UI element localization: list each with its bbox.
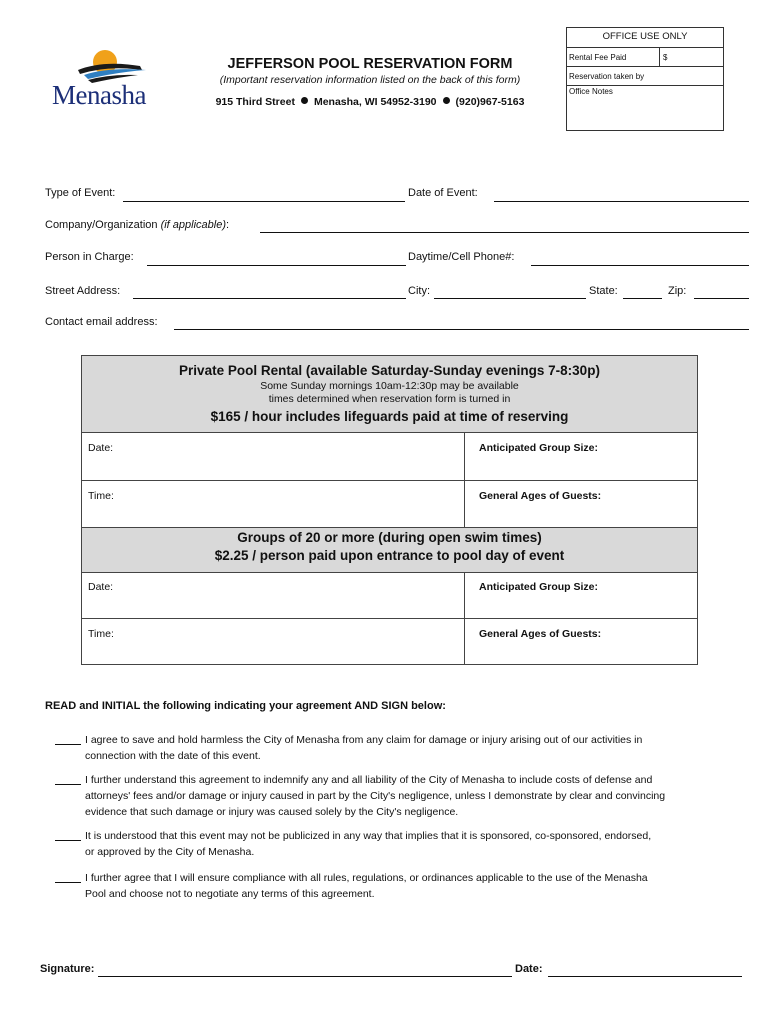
- rental-table: [81, 355, 698, 665]
- groups-header: [82, 528, 697, 573]
- initial-blank[interactable]: [55, 840, 81, 841]
- type-of-event-field[interactable]: [123, 201, 405, 202]
- agreement-item: I further agree that I will ensure compliance with all rules, regulations, or ordinances applicable to the use of the Menasha Pool and choose not to negotiate any terms of this agreement.: [55, 870, 735, 886]
- private-rental-heading: Private Pool Rental (available Saturday-Sunday evenings 7-8:30p): [179, 363, 600, 378]
- company-field[interactable]: [260, 232, 749, 233]
- date-of-event-field[interactable]: [494, 201, 749, 202]
- form-subtitle: (Important reservation information listed on the back of this form): [219, 74, 521, 86]
- logo-text: Menasha: [52, 80, 146, 110]
- signature-date-field[interactable]: [548, 976, 742, 977]
- city-address-text: Menasha, WI 54952-3190: [313, 96, 437, 108]
- initial-blank[interactable]: [55, 784, 81, 785]
- office-use-heading: OFFICE USE ONLY: [567, 28, 723, 48]
- signature-date-label: Date:: [515, 963, 543, 975]
- taken-by-label: Reservation taken by: [569, 72, 645, 81]
- address-line: [175, 96, 565, 108]
- private-rental-note-1: Some Sunday mornings 10am-12:30p may be available: [260, 380, 519, 392]
- groups-date-field[interactable]: Date:: [82, 572, 464, 619]
- city-field[interactable]: [434, 298, 586, 299]
- phone-text: (920)967-5163: [455, 96, 525, 108]
- phone-label: Daytime/Cell Phone#:: [408, 251, 515, 263]
- person-in-charge-field[interactable]: [147, 265, 406, 266]
- rental-fee-value[interactable]: $: [659, 48, 667, 66]
- initial-blank[interactable]: [55, 882, 81, 883]
- zip-field[interactable]: [694, 298, 749, 299]
- agreement-instruction: READ and INITIAL the following indicating your agreement AND SIGN below:: [45, 700, 446, 712]
- phone-field[interactable]: [531, 265, 749, 266]
- private-time-field[interactable]: Time:: [82, 481, 464, 528]
- person-in-charge-label: Person in Charge:: [45, 251, 134, 263]
- street-address-text: 915 Third Street: [215, 96, 295, 108]
- groups-time-field[interactable]: Time:: [88, 628, 114, 640]
- office-notes-label: Office Notes: [569, 87, 613, 96]
- state-field[interactable]: [623, 298, 662, 299]
- city-label: City:: [408, 285, 430, 297]
- private-date-field[interactable]: Date:: [82, 433, 464, 481]
- private-ages-field[interactable]: General Ages of Guests:: [464, 481, 697, 528]
- bullet-icon: [443, 97, 450, 104]
- form-title: JEFFERSON POOL RESERVATION FORM: [227, 56, 513, 72]
- email-label: Contact email address:: [45, 316, 158, 328]
- signature-field[interactable]: [98, 976, 512, 977]
- groups-ages-field[interactable]: General Ages of Guests:: [464, 619, 697, 664]
- taken-by-row[interactable]: [567, 67, 723, 86]
- office-notes-field[interactable]: [567, 86, 723, 97]
- email-field[interactable]: [174, 329, 749, 330]
- date-of-event-label: Date of Event:: [408, 187, 478, 199]
- groups-price: $2.25 / person paid upon entrance to pool day of event: [214, 548, 565, 563]
- company-label: Company/Organization (if applicable):: [45, 219, 230, 231]
- private-rental-note-2: times determined when reservation form is turned in: [268, 393, 511, 405]
- agreement-item: I further understand this agreement to indemnify any and all liability of the City of Menasha to include costs of defense and attorneys' fees and/or damage or injury caused in part by the City's negligence, unless I demonstrate by clear and convincing evidence that such damage or injury was caused solely by the City's negligence.: [55, 772, 735, 788]
- zip-label: Zip:: [668, 285, 687, 297]
- rental-fee-row[interactable]: [567, 48, 723, 67]
- groups-group-size-field[interactable]: Anticipated Group Size:: [464, 572, 697, 619]
- type-of-event-label: Type of Event:: [45, 187, 116, 199]
- street-address-label: Street Address:: [45, 285, 121, 297]
- groups-heading: Groups of 20 or more (during open swim times): [237, 530, 542, 545]
- initial-blank[interactable]: [55, 744, 81, 745]
- state-label: State:: [589, 285, 618, 297]
- agreement-item: I agree to save and hold harmless the City of Menasha from any claim for damage or injury arising out of our activities in connection with the date of this event.: [55, 732, 735, 748]
- signature-label: Signature:: [40, 963, 95, 975]
- office-use-box: [566, 27, 724, 131]
- street-address-field[interactable]: [133, 298, 406, 299]
- private-group-size-field[interactable]: Anticipated Group Size:: [464, 433, 697, 481]
- bullet-icon: [301, 97, 308, 104]
- rental-fee-label: Rental Fee Paid: [569, 53, 627, 62]
- private-rental-price: $165 / hour includes lifeguards paid at time of reserving: [210, 409, 569, 424]
- agreement-item: It is understood that this event may not be publicized in any way that implies that it is sponsored, co-sponsored, endorsed, or approved by the City of Menasha.: [55, 828, 735, 844]
- private-rental-header: [82, 356, 697, 433]
